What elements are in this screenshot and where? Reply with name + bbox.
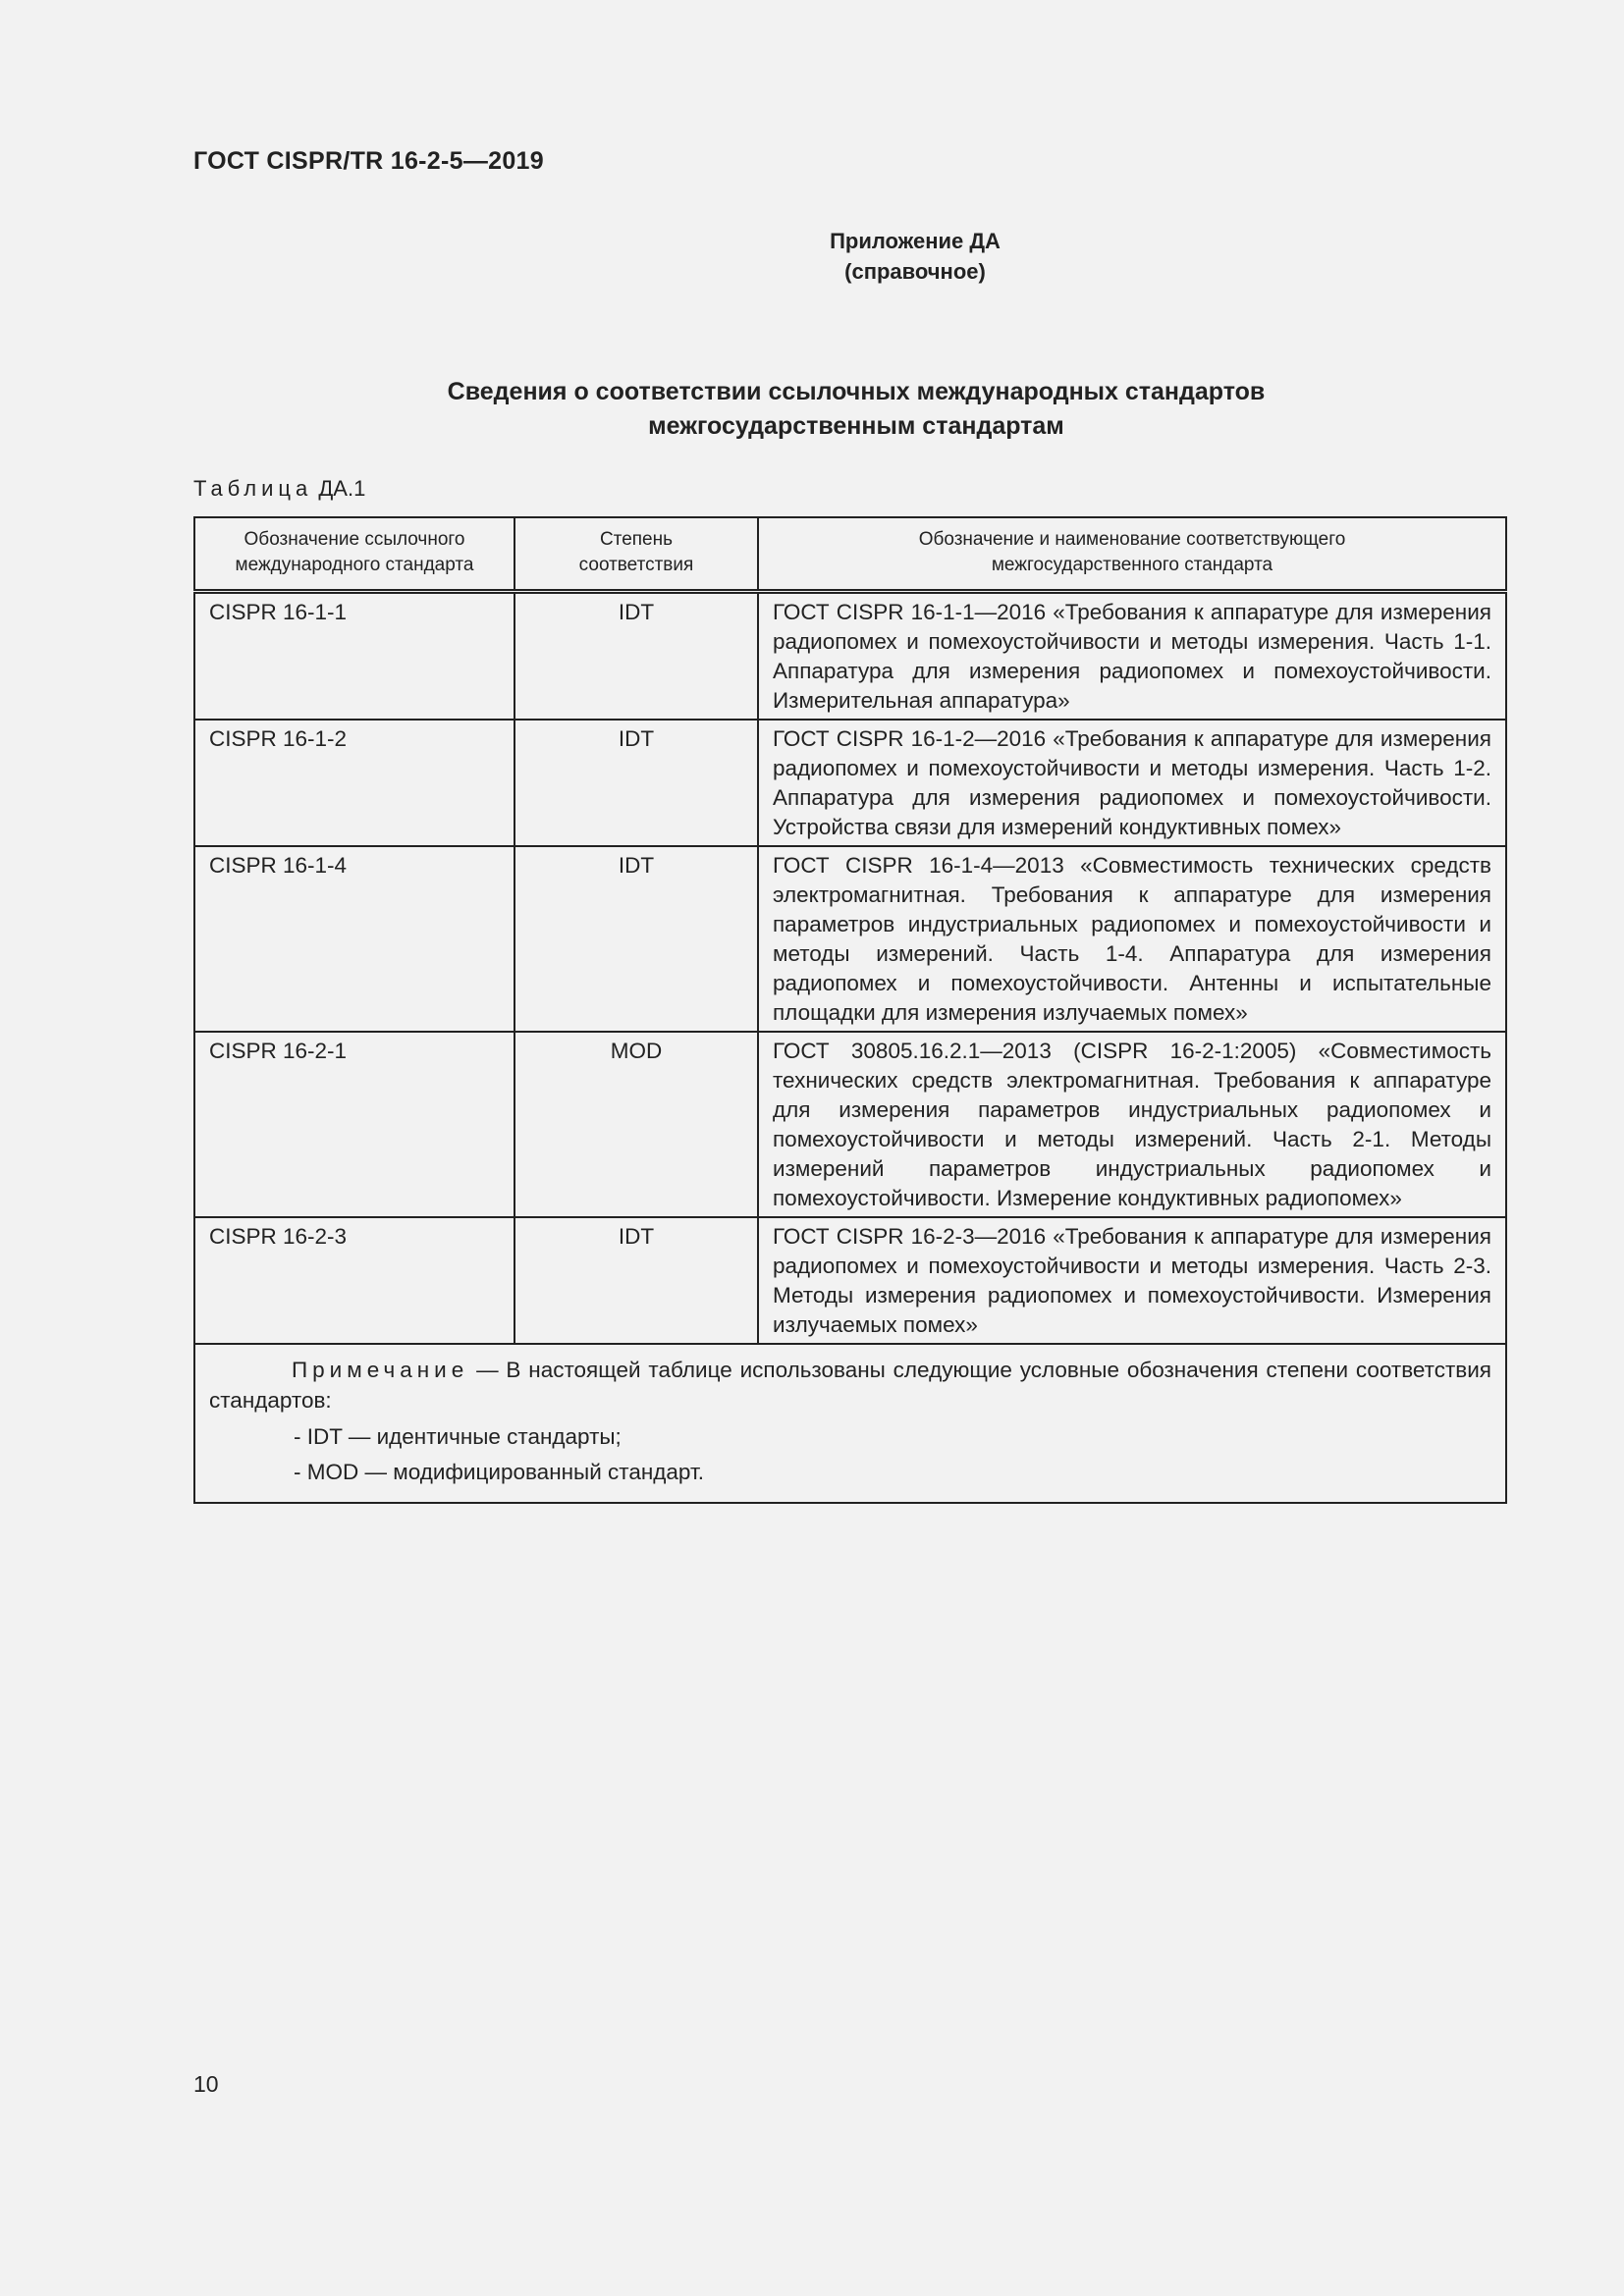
note-item-mod: - MOD — модифицированный стандарт. <box>294 1460 705 1484</box>
row-description: ГОСТ CISPR 16-1-2—2016 «Требования к аппаратуре для измерения радиопомех и помехоустойчивости и методы измерения. Часть 1-2. Аппаратура для измерения радиопомех и помехоустойчивости. Устройства связи для измерений кондуктивных помех» <box>758 720 1506 846</box>
row-code: CISPR 16-2-1 <box>194 1032 514 1217</box>
note-item-idt: - IDT — идентичные стандарты; <box>294 1424 622 1449</box>
header-degree <box>514 517 758 592</box>
row-degree: IDT <box>514 1217 758 1344</box>
header-interstate-standard <box>758 517 1506 592</box>
standards-table <box>193 516 1507 1504</box>
table-header-row <box>194 517 1506 592</box>
appendix-heading <box>0 226 1624 287</box>
appendix-subtitle: (справочное) <box>844 259 986 284</box>
page-number: 10 <box>193 2071 219 2097</box>
header-col3-line1: Обозначение и наименование соответствующего <box>918 529 1346 550</box>
appendix-title: Приложение ДА <box>830 229 1001 253</box>
table-row <box>194 592 1506 721</box>
header-reference-standard <box>194 517 514 592</box>
section-title-line1: Сведения о соответствии ссылочных международных стандартов <box>447 378 1266 405</box>
row-degree: MOD <box>514 1032 758 1217</box>
table-row <box>194 720 1506 846</box>
table-caption <box>193 476 365 502</box>
section-title <box>0 375 1624 444</box>
row-degree: IDT <box>514 720 758 846</box>
header-col1-line1: Обозначение ссылочного <box>244 529 465 550</box>
note-list <box>209 1419 1491 1490</box>
row-degree: IDT <box>514 846 758 1032</box>
table-caption-word: Таблица <box>193 476 313 501</box>
row-description: ГОСТ CISPR 16-1-1—2016 «Требования к аппаратуре для измерения радиопомех и помехоустойчивости и методы измерения. Часть 1-1. Аппаратура для измерения радиопомех и помехоустойчивости. Измерительная аппаратура» <box>758 592 1506 721</box>
table-note-row <box>194 1344 1506 1503</box>
table-caption-number: ДА.1 <box>318 476 366 501</box>
table-row <box>194 1032 1506 1217</box>
note-label: Примечание <box>292 1358 469 1382</box>
header-col2-line1: Степень <box>599 529 674 550</box>
document-code: ГОСТ CISPR/TR 16-2-5—2019 <box>193 147 544 175</box>
header-col1-line2: международного стандарта <box>235 555 474 575</box>
note-text <box>209 1355 1491 1415</box>
header-col2-line2: соответствия <box>578 555 694 575</box>
row-description: ГОСТ CISPR 16-2-3—2016 «Требования к аппаратуре для измерения радиопомех и помехоустойчивости и методы измерения. Часть 2-3. Методы измерения радиопомех и помехоустойчивости. Измерения излучаемых помех» <box>758 1217 1506 1344</box>
row-code: CISPR 16-1-1 <box>194 592 514 721</box>
note-body: — В настоящей таблице использованы следующие условные обозначения степени соответствия стандартов: <box>209 1358 1491 1413</box>
table-row <box>194 1217 1506 1344</box>
section-title-line2: межгосударственным стандартам <box>648 412 1064 440</box>
table-note <box>194 1344 1506 1503</box>
row-degree: IDT <box>514 592 758 721</box>
row-description: ГОСТ 30805.16.2.1—2013 (CISPR 16-2-1:2005) «Совместимость технических средств электромагнитная. Требования к аппаратуре для измерения параметров индустриальных радиопомех и помехоустойчивости и методы измерений. Часть 2-1. Методы измерений параметров индустриальных радиопомех и помехоустойчивости. Измерение кондуктивных радиопомех» <box>758 1032 1506 1217</box>
row-code: CISPR 16-2-3 <box>194 1217 514 1344</box>
header-col3-line2: межгосударственного стандарта <box>991 555 1273 575</box>
table-row <box>194 846 1506 1032</box>
row-description: ГОСТ CISPR 16-1-4—2013 «Совместимость технических средств электромагнитная. Требования к аппаратуре для измерения параметров индустриальных радиопомех и помехоустойчивости и методы измерений. Часть 1-4. Аппаратура для измерения радиопомех и помехоустойчивости. Антенны и испытательные площадки для измерения излучаемых помех» <box>758 846 1506 1032</box>
row-code: CISPR 16-1-2 <box>194 720 514 846</box>
row-code: CISPR 16-1-4 <box>194 846 514 1032</box>
